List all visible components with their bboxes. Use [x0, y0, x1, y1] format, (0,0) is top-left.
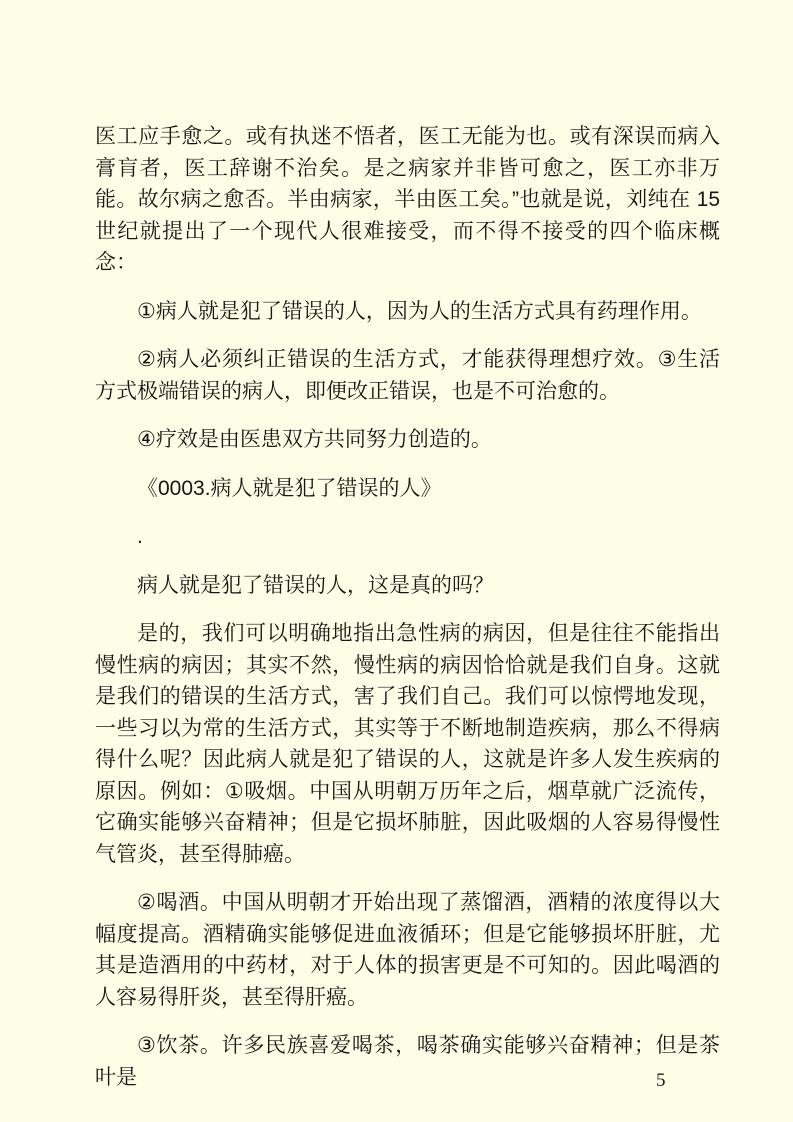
paragraph: ②病人必须纠正错误的生活方式，才能获得理想疗效。③生活方式极端错误的病人，即便改正错误，也是不可治愈的。 [95, 348, 720, 403]
paragraph: 病人就是犯了错误的人，这是真的吗？ [137, 573, 494, 597]
text-content [95, 121, 720, 1110]
paragraph: 是的，我们可以明确地指出急性病的病因，但是往往不能指出慢性病的病因；其实不然，慢性病的病因恰恰就是我们自身。这就是我们的错误的生活方式，害了我们自己。我们可以惊愕地发现，一些习以为常的生活方式，其实等于不断地制造疾病，那么不得病得什么呢？因此病人就是犯了错误的人，这就是许多人发生疾病的原因。例如：①吸烟。中国从明朝万历年之后，烟草就广泛流传，它确实能够兴奋精神；但是它损坏肺脏，因此吸烟的人容易得慢性气管炎，甚至得肺癌。 [95, 622, 720, 866]
paragraph: ④疗效是由医患双方共同努力创造的。 [137, 428, 492, 451]
separator-dot: . [137, 525, 143, 548]
paragraph: 医工应手愈之。或有执迷不悟者，医工无能为也。或有深误而病入膏肓者，医工辞谢不治矣。是之病家并非皆可愈之，医工亦非万能。故尔病之愈否。半由病家，半由医工矣。”也就是说，刘纯在 15 世纪就提出了一个现代人很难接受，而不得不接受的四个临床概念： [95, 125, 720, 274]
page-number: 5 [656, 1070, 666, 1091]
chapter-title: 《0003.病人就是犯了错误的人》 [137, 476, 442, 500]
paragraph: ③饮茶。许多民族喜爱喝茶，喝茶确实能够兴奋精神；但是茶叶是 [95, 1034, 720, 1089]
paragraph: ②喝酒。中国从明朝才开始出现了蒸馏酒，酒精的浓度得以大幅度提高。酒精确实能够促进血液循环；但是它能够损坏肝脏，尤其是造酒用的中药材，对于人体的损害更是不可知的。因此喝酒的人容易得肝炎，甚至得肝癌。 [95, 891, 720, 1009]
paragraph: ①病人就是犯了错误的人，因为人的生活方式具有药理作用。 [137, 299, 702, 323]
